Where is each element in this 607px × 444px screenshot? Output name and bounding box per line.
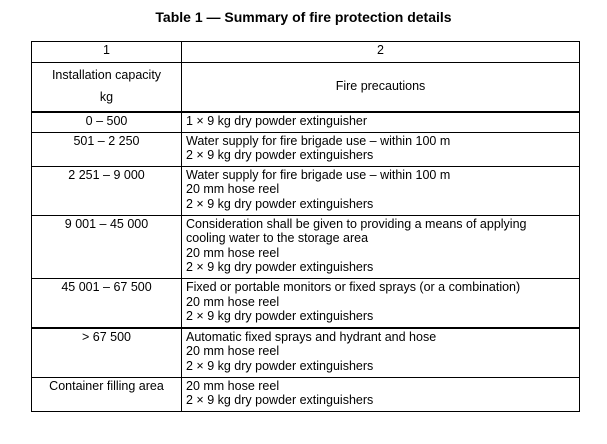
precaution-line: cooling water to the storage area [186,231,369,246]
capacity-cell: 501 – 2 250 [32,132,182,166]
header-fire-precautions: Fire precautions [182,63,580,113]
precaution-line: 2 × 9 kg dry powder extinguishers [186,148,374,163]
table-row [32,328,580,377]
table-row [32,132,580,166]
table-caption: Table 1 — Summary of fire protection details [155,9,452,25]
precautions-cell [182,278,580,327]
precautions-cell [182,377,580,411]
precaution-line: 2 × 9 kg dry powder extinguishers [186,260,374,275]
capacity-cell: Container filling area [32,377,182,411]
table-row [32,377,580,411]
column-number-1: 1 [32,42,182,63]
header-installation-capacity [32,63,182,113]
table-body [32,112,580,411]
precaution-line: 2 × 9 kg dry powder extinguishers [186,196,374,211]
capacity-cell: 9 001 – 45 000 [32,215,182,278]
precaution-line: 20 mm hose reel [186,378,280,393]
precaution-line: 2 × 9 kg dry powder extinguishers [186,309,374,324]
precautions-cell [182,132,580,166]
precaution-line: 1 × 9 kg dry powder extinguisher [186,114,368,128]
precaution-line: 20 mm hose reel [186,344,280,359]
capacity-cell: 2 251 – 9 000 [32,166,182,215]
precaution-line: 20 mm hose reel [186,294,280,309]
precaution-line: Water supply for fire brigade use – within 100 m [186,133,451,148]
precautions-cell [182,112,580,132]
column-number-2: 2 [182,42,580,63]
precaution-line: Water supply for fire brigade use – within 100 m [186,167,451,182]
precaution-line: Consideration shall be given to providing a means of applying [186,216,527,231]
capacity-cell: > 67 500 [32,328,182,377]
fire-protection-table [31,41,580,412]
capacity-cell: 0 – 500 [32,112,182,132]
precaution-line: Automatic fixed sprays and hydrant and hose [186,329,437,344]
header-capacity-unit: kg [99,90,114,104]
precaution-line: 2 × 9 kg dry powder extinguishers [186,358,374,373]
precautions-cell [182,215,580,278]
table-row [32,166,580,215]
precaution-line: 20 mm hose reel [186,182,280,197]
header-capacity-label: Installation capacity [51,68,162,82]
header-row [32,63,580,113]
table-row [32,112,580,132]
column-number-row [32,42,580,63]
table-row [32,215,580,278]
precautions-cell [182,166,580,215]
precautions-cell [182,328,580,377]
table-row [32,278,580,327]
precaution-line: Fixed or portable monitors or fixed sprays (or a combination) [186,279,521,294]
precaution-line: 20 mm hose reel [186,245,280,260]
capacity-cell: 45 001 – 67 500 [32,278,182,327]
precaution-line: 2 × 9 kg dry powder extinguishers [186,393,374,408]
